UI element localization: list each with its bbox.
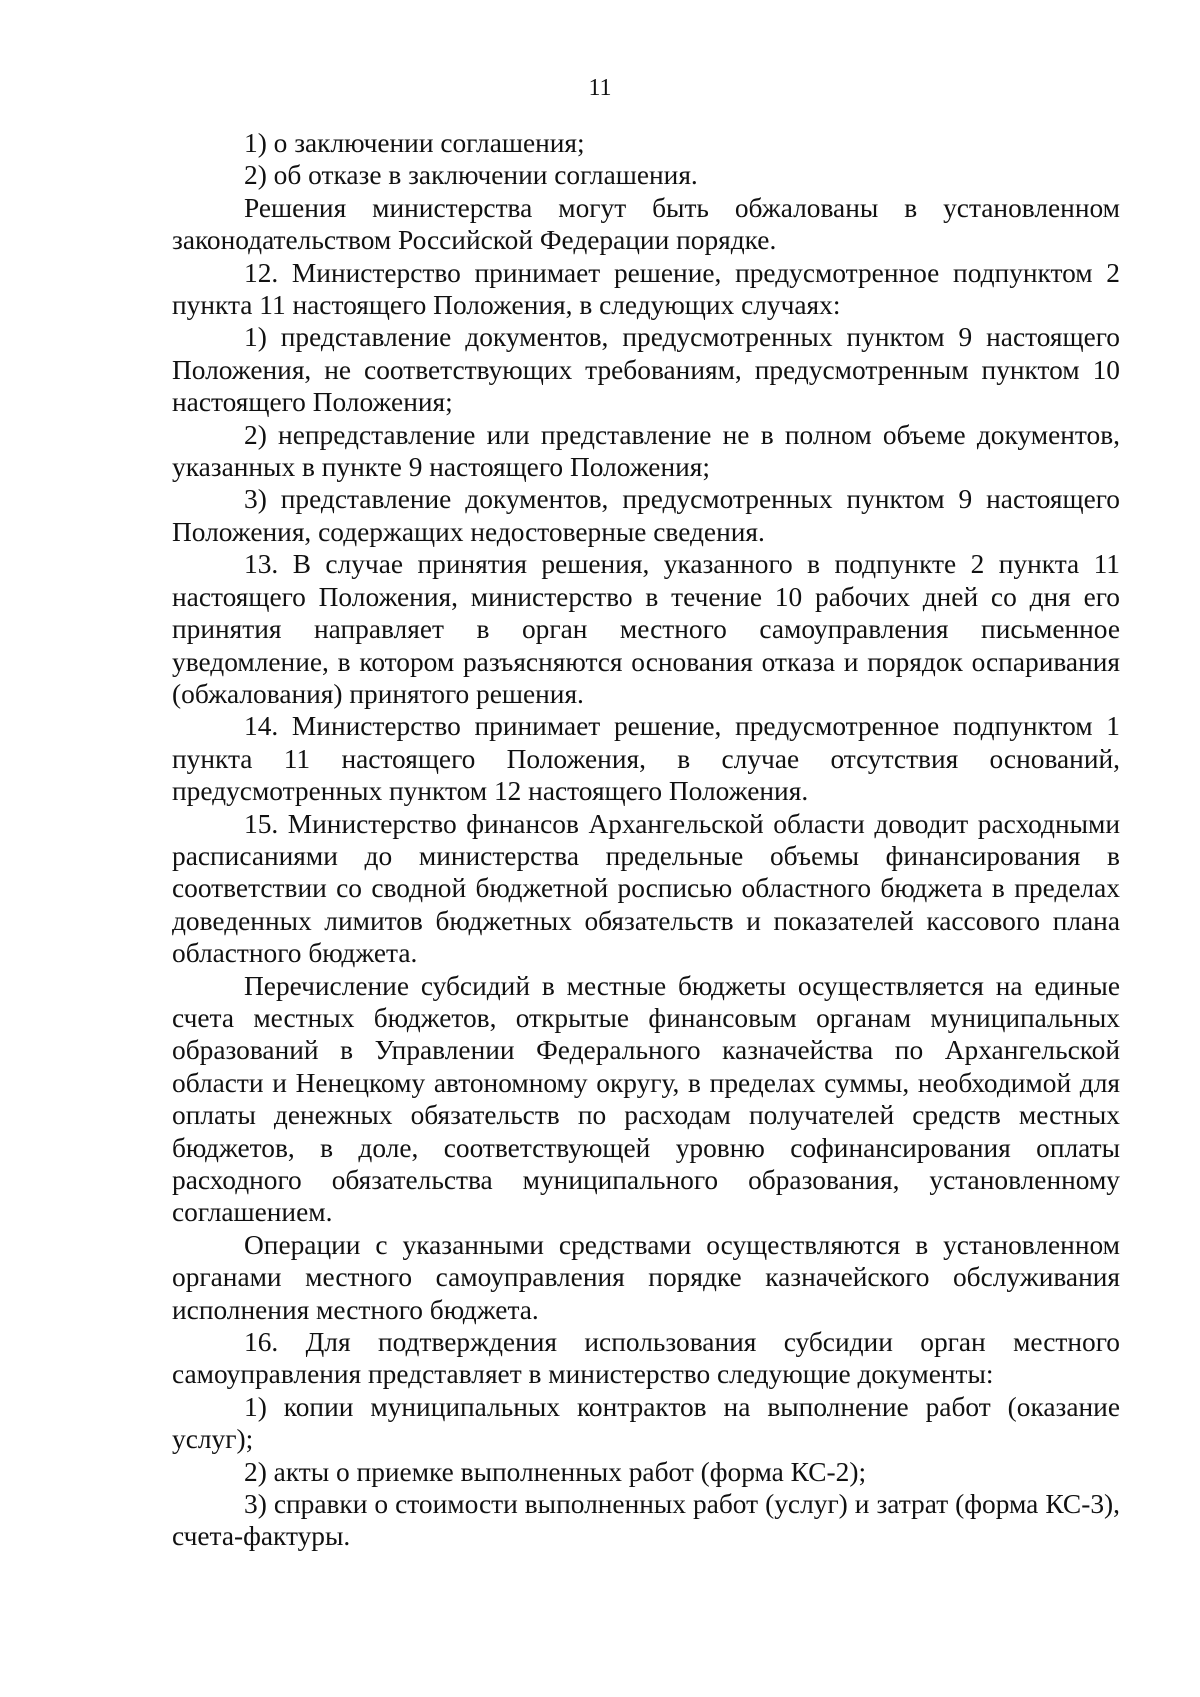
paragraph: Перечисление субсидий в местные бюджеты осуществляется на единые счета местных бюджетов, открытые финансовым органам муниципальных образований в Управлении Федерального казначейства по Архангельской области и Ненецкому автономному округу, в пределах суммы, необходимой для оплаты денежных обязательств по расходам получателей средств местных бюджетов, в доле, соответствующей уровню софинансирования оплаты расходного обязательства муниципального образования, установленному соглашением.	[172, 970, 1120, 1228]
paragraph: 3) справки о стоимости выполненных работ (услуг) и затрат (форма КС-3), счета-фактуры.	[172, 1489, 1120, 1552]
paragraph: 15. Министерство финансов Архангельской области доводит расходными расписаниями до министерства предельные объемы финансирования в соответствии со сводной бюджетной росписью областного бюджета в пределах доведенных лимитов бюджетных обязательств и показателей кассового плана областного бюджета.	[172, 808, 1120, 969]
paragraph: 2) акты о приемке выполненных работ (форма КС-2);	[244, 1456, 867, 1487]
paragraph: 2) непредставление или представление не в полном объеме документов, указанных в пункте 9 настоящего Положения;	[172, 419, 1120, 483]
paragraph: Операции с указанными средствами осуществляются в установленном органами местного самоуправления порядке казначейского обслуживания исполнения местного бюджета.	[172, 1229, 1120, 1325]
document-body	[172, 127, 1120, 1553]
paragraph: 1) о заключении соглашения;	[244, 128, 585, 158]
paragraph: 2) об отказе в заключении соглашения.	[244, 160, 698, 191]
paragraph: 14. Министерство принимает решение, предусмотренное подпунктом 1 пункта 11 настоящего Положения, в случае отсутствия оснований, предусмотренных пунктом 12 настоящего Положения.	[172, 711, 1120, 807]
paragraph: 13. В случае принятия решения, указанного в подпункте 2 пункта 11 настоящего Положения, министерство в течение 10 рабочих дней со дня его принятия направляет в орган местного самоуправления письменное уведомление, в котором разъясняются основания отказа и порядок оспаривания (обжалования) принятого решения.	[172, 549, 1120, 709]
paragraph: Решения министерства могут быть обжалованы в установленном законодательством Российской Федерации порядке.	[172, 192, 1120, 256]
paragraph: 1) копии муниципальных контрактов на выполнение работ (оказание услуг);	[172, 1391, 1120, 1455]
paragraph: 3) представление документов, предусмотренных пунктом 9 настоящего Положения, содержащих недостоверные сведения.	[172, 484, 1120, 547]
page-number: 11	[588, 75, 612, 101]
paragraph: 1) представление документов, предусмотренных пунктом 9 настоящего Положения, не соответствующих требованиям, предусмотренным пунктом 10 настоящего Положения;	[172, 322, 1120, 418]
paragraph: 16. Для подтверждения использования субсидии орган местного самоуправления представляет в министерство следующие документы:	[172, 1327, 1120, 1390]
paragraph: 12. Министерство принимает решение, предусмотренное подпунктом 2 пункта 11 настоящего Положения, в следующих случаях:	[172, 257, 1120, 321]
